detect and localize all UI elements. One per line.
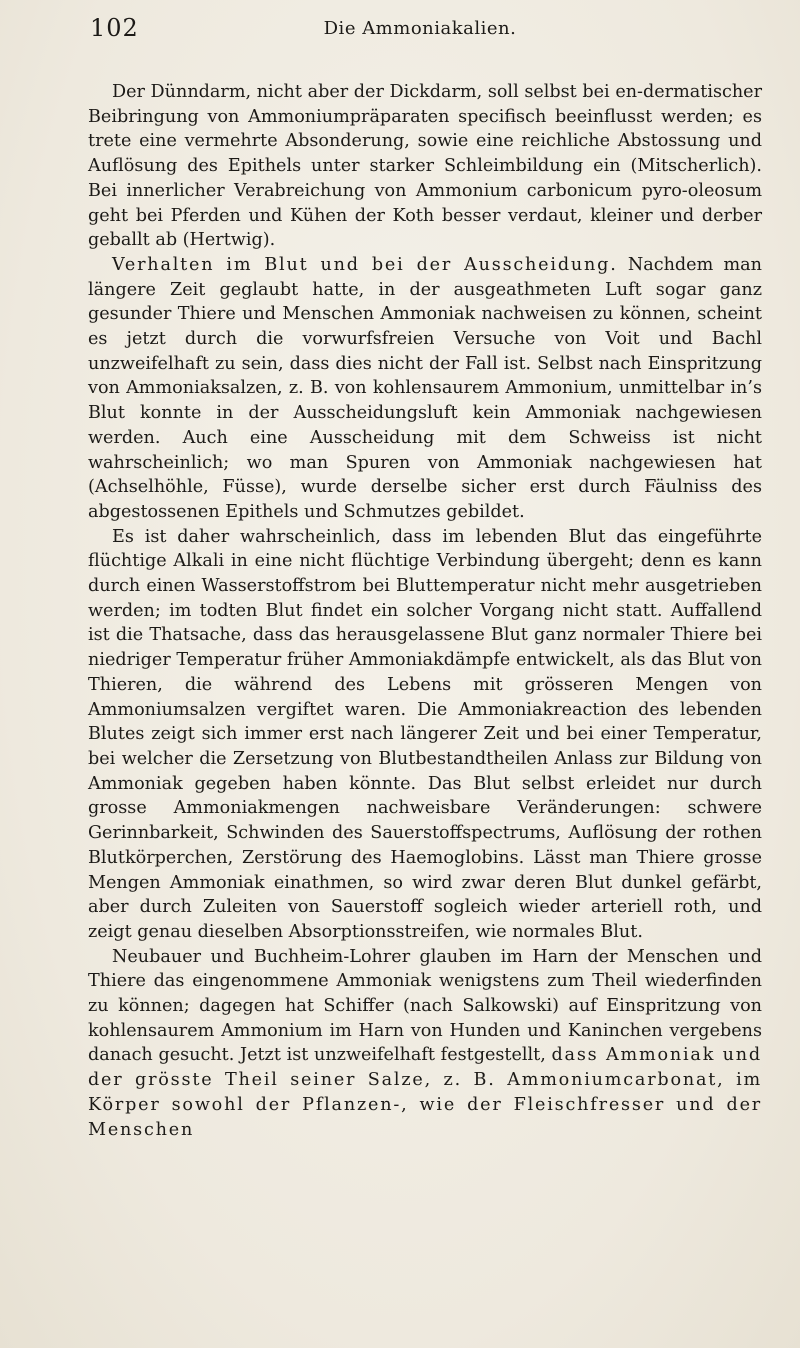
paragraph-2 — [88, 253, 762, 525]
page-header — [90, 14, 750, 54]
running-title: Die Ammoniakalien. — [323, 18, 517, 39]
paragraph-4-text: Neubauer und Buchheim-Lohrer glauben im Harn der Menschen und Thiere das eingenommene Ammoniak wenigstens zum Theil wiederfinden zu können; dagegen hat Schiffer (nach Salkowski) auf Einspritzung von kohlensaurem Ammonium im Harn von Hunden und Kaninchen vergebens danach gesucht. Jetzt ist unzweifelhaft festgestellt, — [88, 946, 762, 1066]
paragraph-1-text: Der Dünndarm, nicht aber der Dickdarm, soll selbst bei en-dermatischer Beibringung von Ammoniumpräparaten specifisch beeinflusst werden; es trete eine vermehrte Absonderung, sowie eine reichliche Abstossung und Auflösung des Epithels unter starker Schleimbildung ein (Mitscherlich). Bei innerlicher Verabreichung von Ammonium carbonicum pyro-oleosum geht bei Pferden und Kühen der Koth besser verdaut, kleiner und derber geballt ab (Hertwig). — [88, 82, 762, 251]
page-number: 102 — [90, 14, 139, 42]
section-lead-heading: Verhalten im Blut und bei der Ausscheidung. — [112, 254, 618, 275]
paragraph-2-text: Nachdem man längere Zeit geglaubt hatte, in der ausgeathmeten Luft sogar ganz gesunder Thiere und Menschen Ammoniak nachweisen zu können, scheint es jetzt durch die vorwurfsfreien Versuche von Voit und Bachl unzweifelhaft zu sein, dass dies nicht der Fall ist. Selbst nach Einspritzung von Ammoniaksalzen, z. B. von kohlensaurem Ammonium, unmittelbar in’s Blut konnte in der Ausscheidungsluft kein Ammoniak nachgewiesen werden. Auch eine Ausscheidung mit dem Schweiss ist nicht wahrscheinlich; wo man Spuren von Ammoniak nachgewiesen hat (Achselhöhle, Füsse), wurde derselbe sicher erst durch Fäulniss des abgestossenen Epithels und Schmutzes gebildet. — [88, 254, 762, 522]
paragraph-4 — [88, 945, 762, 1143]
body-text — [88, 80, 762, 1142]
paragraph-3-text: Es ist daher wahrscheinlich, dass im lebenden Blut das eingeführte flüchtige Alkali in eine nicht flüchtige Verbindung übergeht; denn es kann durch einen Wasserstoffstrom bei Bluttemperatur nicht mehr ausgetrieben werden; im todten Blut findet ein solcher Vorgang nicht statt. Auffallend ist die Thatsache, dass das herausgelassene Blut ganz normaler Thiere bei niedriger Temperatur früher Ammoniakdämpfe entwickelt, als das Blut von Thieren, die während des Lebens mit grösseren Mengen von Ammoniumsalzen vergiftet waren. Die Ammoniakreaction des lebenden Blutes zeigt sich immer erst nach längerer Zeit und bei einer Temperatur, bei welcher die Zersetzung von Blutbestandtheilen Anlass zur Bildung von Ammoniak gegeben haben könnte. Das Blut selbst erleidet nur durch grosse Ammoniakmengen nachweisbare Veränderungen: schwere Gerinnbarkeit, Schwinden des Sauerstoffspectrums, Auflösung der rothen Blutkörperchen, Zerstörung des Haemoglobins. Lässt man Thiere grosse Mengen Ammoniak einathmen, so wird zwar deren Blut dunkel gefärbt, aber durch Zuleiten von Sauerstoff sogleich wieder arteriell roth, und zeigt genau dieselben Absorptionsstreifen, wie normales Blut. — [88, 526, 762, 942]
paragraph-1 — [88, 80, 762, 253]
paragraph-4-emphasis: dass Ammoniak und der grösste Theil seiner Salze, z. B. Ammoniumcarbonat, im Körper sowohl der Pflanzen-, wie der Fleischfresser und der Menschen — [88, 1045, 762, 1140]
paragraph-3 — [88, 525, 762, 945]
